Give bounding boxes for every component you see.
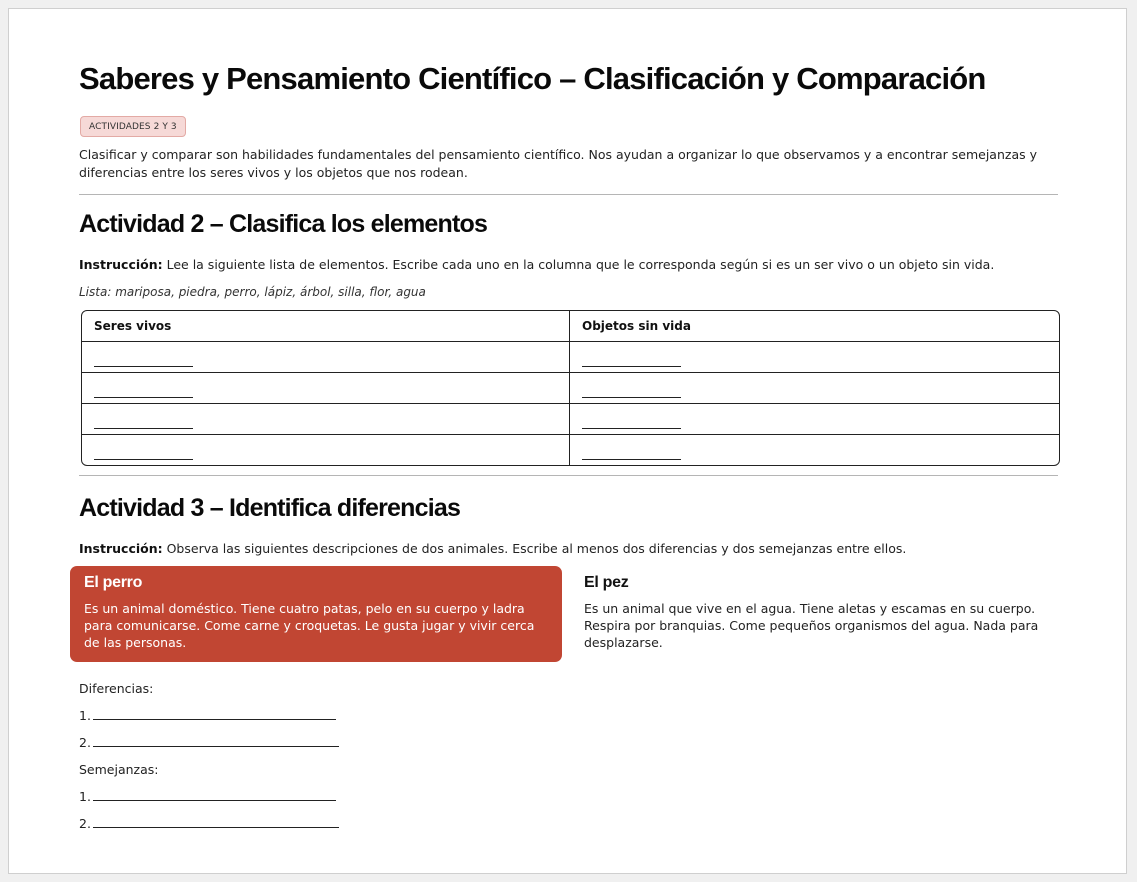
column-header-living: Seres vivos [82,311,570,342]
card-description: Es un animal que vive en el agua. Tiene aletas y escamas en su cuerpo. Respira por branquias. Come pequeños organismos del agua. Nada para desplazarse. [584,601,1039,650]
answer-cell-nonliving[interactable] [570,373,1059,404]
instruction-text: Lee la siguiente lista de elementos. Escribe cada uno en la columna que le corresponda según si es un ser vivo o un objeto sin vida. [162,257,995,272]
similarities-label: Semejanzas: [79,762,159,777]
card-title: El pez [584,574,629,591]
similarity-item-1 [79,789,336,804]
answer-blank [94,366,193,367]
table-row [82,342,1059,373]
card-description: Es un animal doméstico. Tiene cuatro patas, pelo en su cuerpo y ladra para comunicarse. Come carne y croquetas. Le gusta jugar y vivir cerca de las personas. [84,601,535,650]
table-row [82,404,1059,435]
answer-line[interactable] [93,800,336,801]
answer-cell-nonliving[interactable] [570,435,1059,465]
section-divider [79,194,1058,195]
table-row [82,373,1059,404]
answer-line[interactable] [93,827,339,828]
classification-table [81,310,1060,466]
answer-blank [582,397,681,398]
difference-item-2 [79,735,339,750]
intro-paragraph: Clasificar y comparar son habilidades fundamentales del pensamiento científico. Nos ayudan a organizar lo que observamos y a encontrar semejanzas y diferencias entre los seres vivos y los objetos que nos rodean. [79,147,1037,180]
answer-cell-living[interactable] [82,342,570,373]
similarity-item-2 [79,816,339,831]
difference-item-1 [79,708,336,723]
table-header-row [82,311,1059,342]
activity2-heading: Actividad 2 – Clasifica los elementos [79,210,488,238]
activities-badge: ACTIVIDADES 2 Y 3 [80,116,186,137]
section-divider [79,475,1058,476]
answer-line[interactable] [93,746,339,747]
instruction-label: Instrucción: [79,257,163,272]
answer-blank [94,459,193,460]
item-number: 1. [79,789,91,804]
page-title: Saberes y Pensamiento Científico – Clasificación y Comparación [79,61,986,96]
answer-cell-living[interactable] [82,373,570,404]
answer-blank [94,397,193,398]
answer-cell-nonliving[interactable] [570,404,1059,435]
activity3-heading: Actividad 3 – Identifica diferencias [79,494,461,522]
answer-cell-living[interactable] [82,404,570,435]
card-perro [70,566,562,662]
column-header-nonliving: Objetos sin vida [570,311,1059,342]
item-number: 2. [79,735,91,750]
element-list: Lista: mariposa, piedra, perro, lápiz, árbol, silla, flor, agua [79,285,426,299]
activity2-instruction [79,257,994,272]
instruction-label: Instrucción: [79,541,163,556]
answer-cell-living[interactable] [82,435,570,465]
answer-line[interactable] [93,719,336,720]
instruction-text: Observa las siguientes descripciones de dos animales. Escribe al menos dos diferencias y dos semejanzas entre ellos. [162,541,907,556]
activity3-instruction [79,541,906,556]
item-number: 1. [79,708,91,723]
item-number: 2. [79,816,91,831]
worksheet-page [8,8,1127,874]
answer-cell-nonliving[interactable] [570,342,1059,373]
table-row [82,435,1059,465]
answer-blank [582,459,681,460]
differences-label: Diferencias: [79,681,154,696]
answer-blank [582,366,681,367]
answer-blank [94,428,193,429]
card-pez [584,566,1054,659]
answer-blank [582,428,681,429]
card-title: El perro [84,574,143,591]
